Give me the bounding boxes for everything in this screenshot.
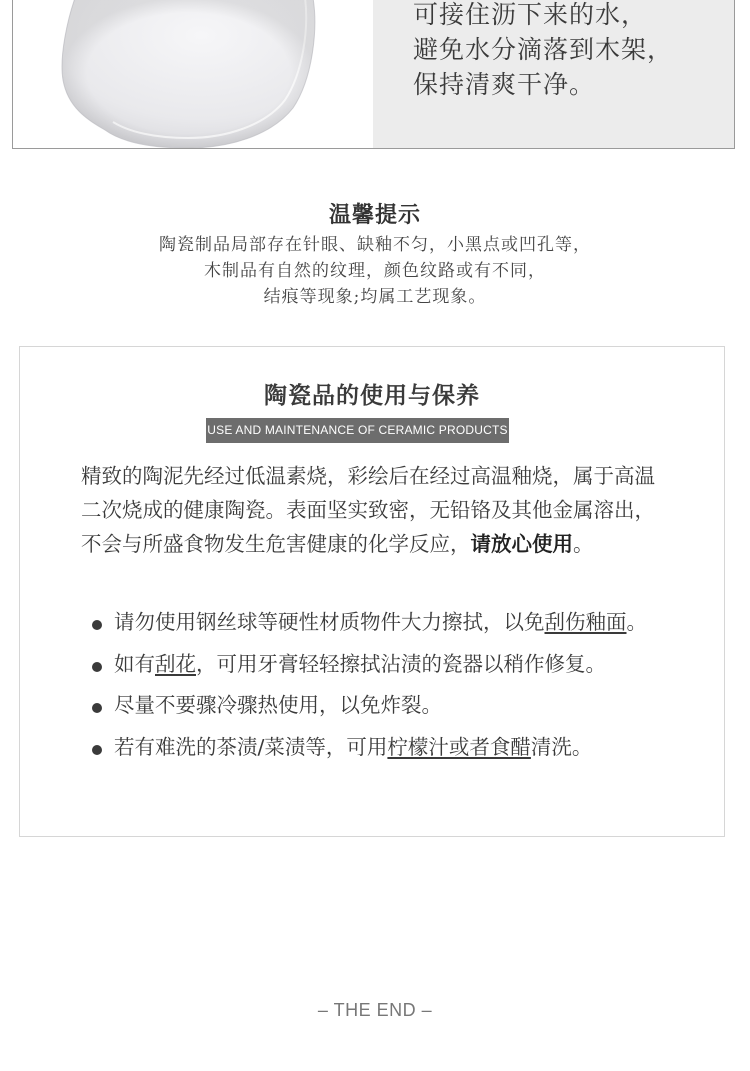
item-text-before: 若有难洗的茶渍/菜渍等，可用 — [114, 734, 388, 759]
ceramic-care-card — [19, 346, 725, 837]
item-text-underlined: 刮花 — [155, 651, 196, 676]
care-title: 陶瓷品的使用与保养 — [264, 383, 480, 409]
description-line: 可接住沥下来的水， — [413, 0, 648, 29]
ceramic-plate-illustration — [13, 0, 373, 149]
item-text-before: 请勿使用钢丝球等硬性材质物件大力擦拭，以免 — [114, 610, 545, 634]
item-text-before: 尽量不要骤冷骤热使用，以免炸裂。 — [114, 693, 442, 717]
list-item-text — [114, 729, 592, 765]
care-paragraph-bold: 请放心使用 — [470, 532, 573, 556]
plate-description — [413, 0, 673, 102]
care-paragraph-text: 精致的陶泥先经过低温素烧，彩绘后在经过高温釉烧，属于高温二次烧成的健康陶瓷。表面坚实致密，无铅铬及其他金属溶出，不会与所盛食物发生危害健康的化学反应， — [81, 464, 655, 556]
item-text-before: 如有 — [114, 651, 155, 676]
item-text-underlined: 刮伤釉面 — [544, 610, 627, 634]
warm-tips-section — [0, 198, 750, 310]
care-paragraph — [81, 459, 671, 561]
bullet-icon — [92, 662, 102, 672]
care-paragraph-end: 。 — [573, 532, 594, 556]
warm-tips-title: 温馨提示 — [328, 202, 421, 228]
bullet-icon — [92, 703, 102, 713]
description-line: 避免水分滴落到木架， — [413, 35, 674, 64]
warm-tips-line: 木制品有自然的纹理，颜色纹路或有不同， — [204, 261, 546, 281]
item-text-after: 。 — [626, 610, 647, 634]
list-item-text — [114, 604, 647, 640]
warm-tips-line: 陶瓷制品局部存在针眼、缺釉不匀，小黑点或凹孔等， — [159, 235, 591, 255]
care-subtitle-banner: USE AND MAINTENANCE OF CERAMIC PRODUCTS — [206, 418, 509, 443]
warm-tips-line: 结痕等现象;均属工艺现象。 — [263, 287, 487, 307]
bullet-icon — [92, 620, 102, 630]
bullet-icon — [92, 745, 102, 755]
product-image-panel — [12, 0, 735, 149]
item-text-after: ，可用牙膏轻轻擦拭沾渍的瓷器以稍作修复。 — [196, 651, 606, 676]
item-text-underlined: 柠檬汁或者食醋 — [387, 734, 531, 759]
list-item-text — [114, 646, 606, 682]
list-item-text — [114, 687, 442, 723]
description-line: 保持清爽干净。 — [413, 70, 596, 99]
item-text-after: 清洗。 — [530, 734, 593, 759]
plate-description-area — [373, 0, 734, 149]
the-end-footer: – THE END – — [317, 1000, 433, 1020]
plate-image — [13, 0, 373, 149]
